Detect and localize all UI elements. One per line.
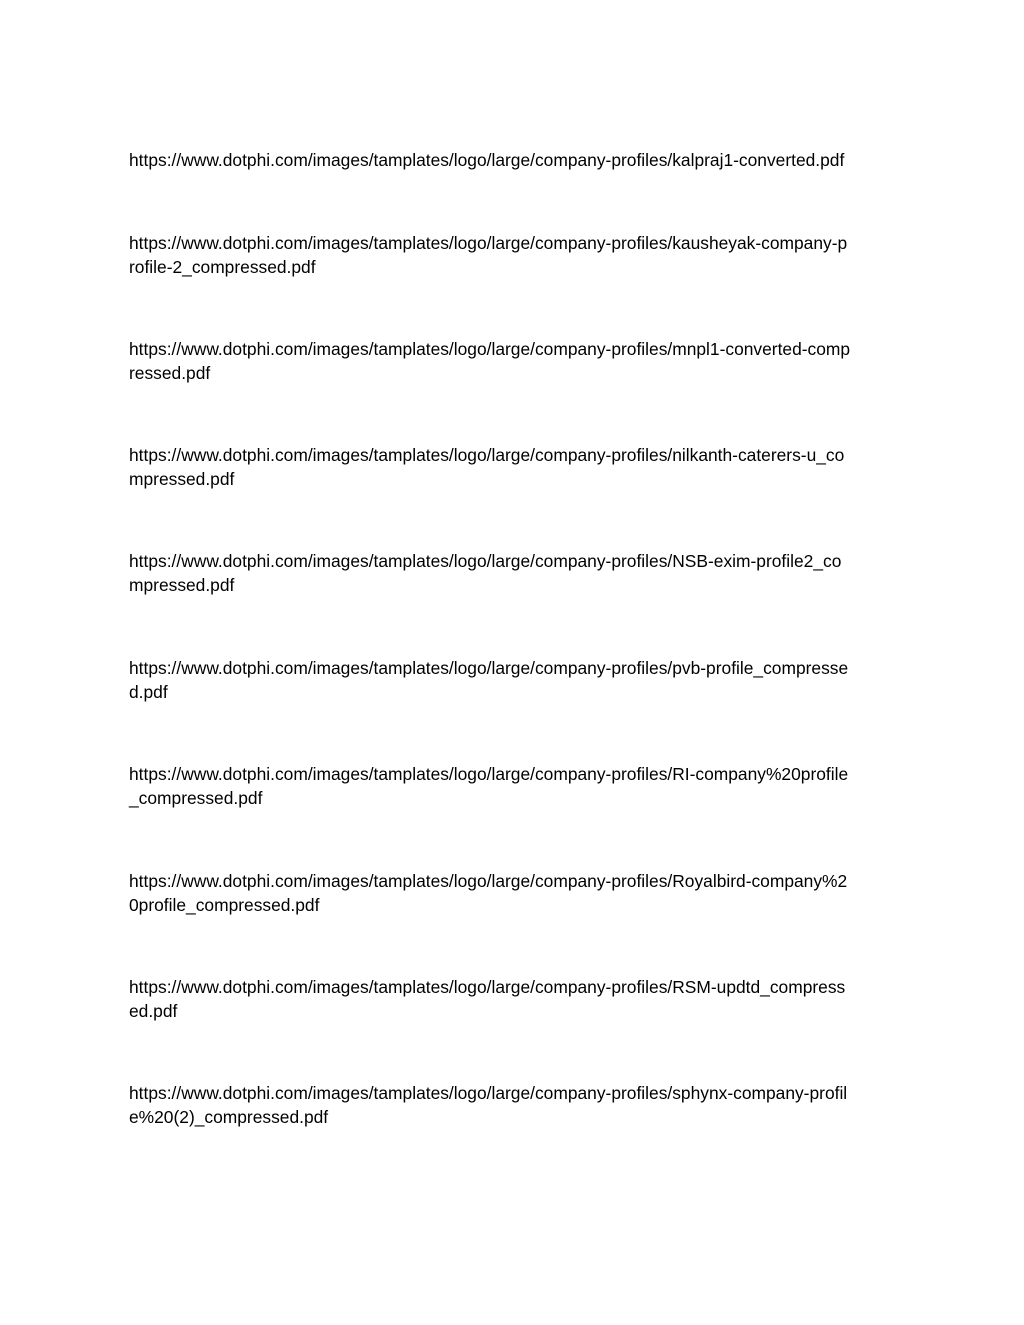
url-line: d.pdf [129,682,168,702]
url-entry [129,337,909,385]
url-entry [129,148,909,172]
url-line: https://www.dotphi.com/images/tamplates/logo/large/company-profiles/NSB-exim-profile2_co [129,551,842,571]
url-entry [129,549,909,597]
url-line: mpressed.pdf [129,575,235,595]
url-line: https://www.dotphi.com/images/tamplates/logo/large/company-profiles/RSM-updtd_compress [129,977,846,997]
url-line: https://www.dotphi.com/images/tamplates/logo/large/company-profiles/nilkanth-caterers-u_co [129,445,845,465]
url-line: rofile-2_compressed.pdf [129,257,316,277]
url-entry [129,762,909,810]
url-line: ed.pdf [129,1001,178,1021]
url-line: https://www.dotphi.com/images/tamplates/logo/large/company-profiles/kausheyak-company-p [129,233,848,253]
url-entry [129,869,909,917]
url-line: _compressed.pdf [129,788,263,808]
url-entry [129,443,909,491]
url-line: https://www.dotphi.com/images/tamplates/logo/large/company-profiles/sphynx-company-profil [129,1083,848,1103]
url-line: 0profile_compressed.pdf [129,895,320,915]
url-line: mpressed.pdf [129,469,235,489]
url-line: https://www.dotphi.com/images/tamplates/logo/large/company-profiles/Royalbird-company%2 [129,871,848,891]
url-line: https://www.dotphi.com/images/tamplates/logo/large/company-profiles/pvb-profile_compresse [129,658,849,678]
url-entry [129,975,909,1023]
url-entry [129,1081,909,1129]
url-line: https://www.dotphi.com/images/tamplates/logo/large/company-profiles/RI-company%20profile [129,764,849,784]
url-line: e%20(2)_compressed.pdf [129,1107,329,1127]
url-entry [129,231,909,279]
url-line: https://www.dotphi.com/images/tamplates/logo/large/company-profiles/mnpl1-converted-comp [129,339,851,359]
url-entry [129,656,909,704]
url-line: ressed.pdf [129,363,211,383]
url-line: https://www.dotphi.com/images/tamplates/logo/large/company-profiles/kalpraj1-converted.pdf [129,150,845,170]
